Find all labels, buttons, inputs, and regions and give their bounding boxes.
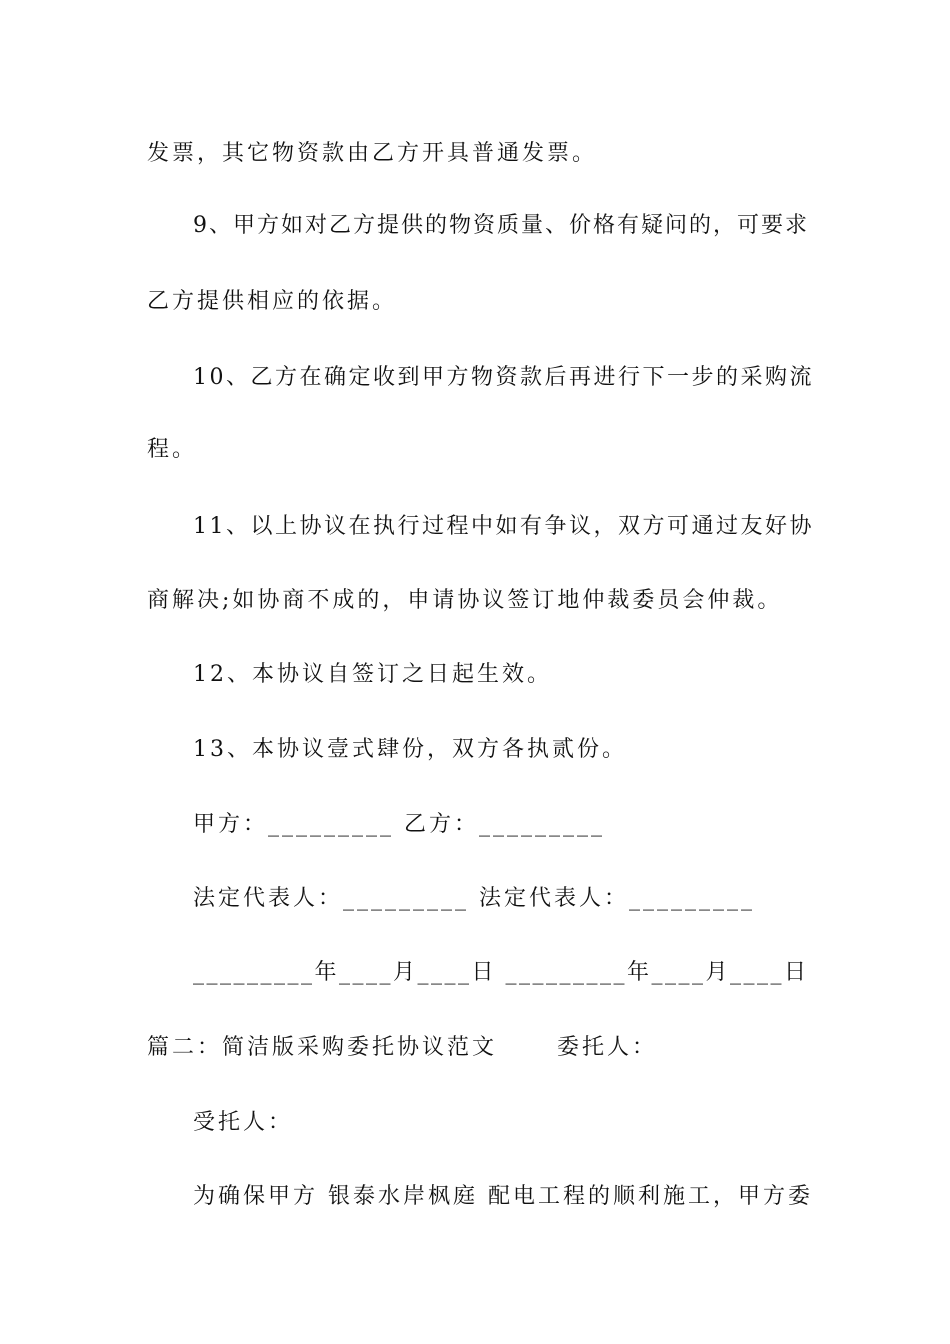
clause-13: 13、本协议壹式肆份，双方各执贰份。 — [193, 737, 627, 762]
trustee-label: 受托人： — [193, 1110, 294, 1135]
text-line: 程。 — [147, 437, 198, 462]
signature-parties: 甲方：_________ 乙方：_________ — [193, 812, 605, 837]
signature-dates: _________年____月____日 _________年____月____日 — [193, 960, 809, 985]
text-line: 乙方提供相应的依据。 — [147, 289, 398, 314]
signature-representatives: 法定代表人：_________ 法定代表人：_________ — [193, 886, 755, 911]
text-line: 为确保甲方 银泰水岸枫庭 配电工程的顺利施工，甲方委 — [193, 1184, 813, 1209]
clause-11: 11、以上协议在执行过程中如有争议，双方可通过友好协 — [193, 514, 814, 539]
clause-9: 9、甲方如对乙方提供的物资质量、价格有疑问的，可要求 — [193, 213, 809, 238]
clause-10: 10、乙方在确定收到甲方物资款后再进行下一步的采购流 — [193, 365, 814, 390]
text-line: 商解决;如协商不成的，申请协议签订地仲裁委员会仲裁。 — [147, 588, 783, 613]
clause-12: 12、本协议自签订之日起生效。 — [193, 662, 552, 687]
section-heading: 篇二：简洁版采购委托协议范文 委托人： — [147, 1035, 657, 1060]
text-line: 发票，其它物资款由乙方开具普通发票。 — [147, 141, 598, 166]
